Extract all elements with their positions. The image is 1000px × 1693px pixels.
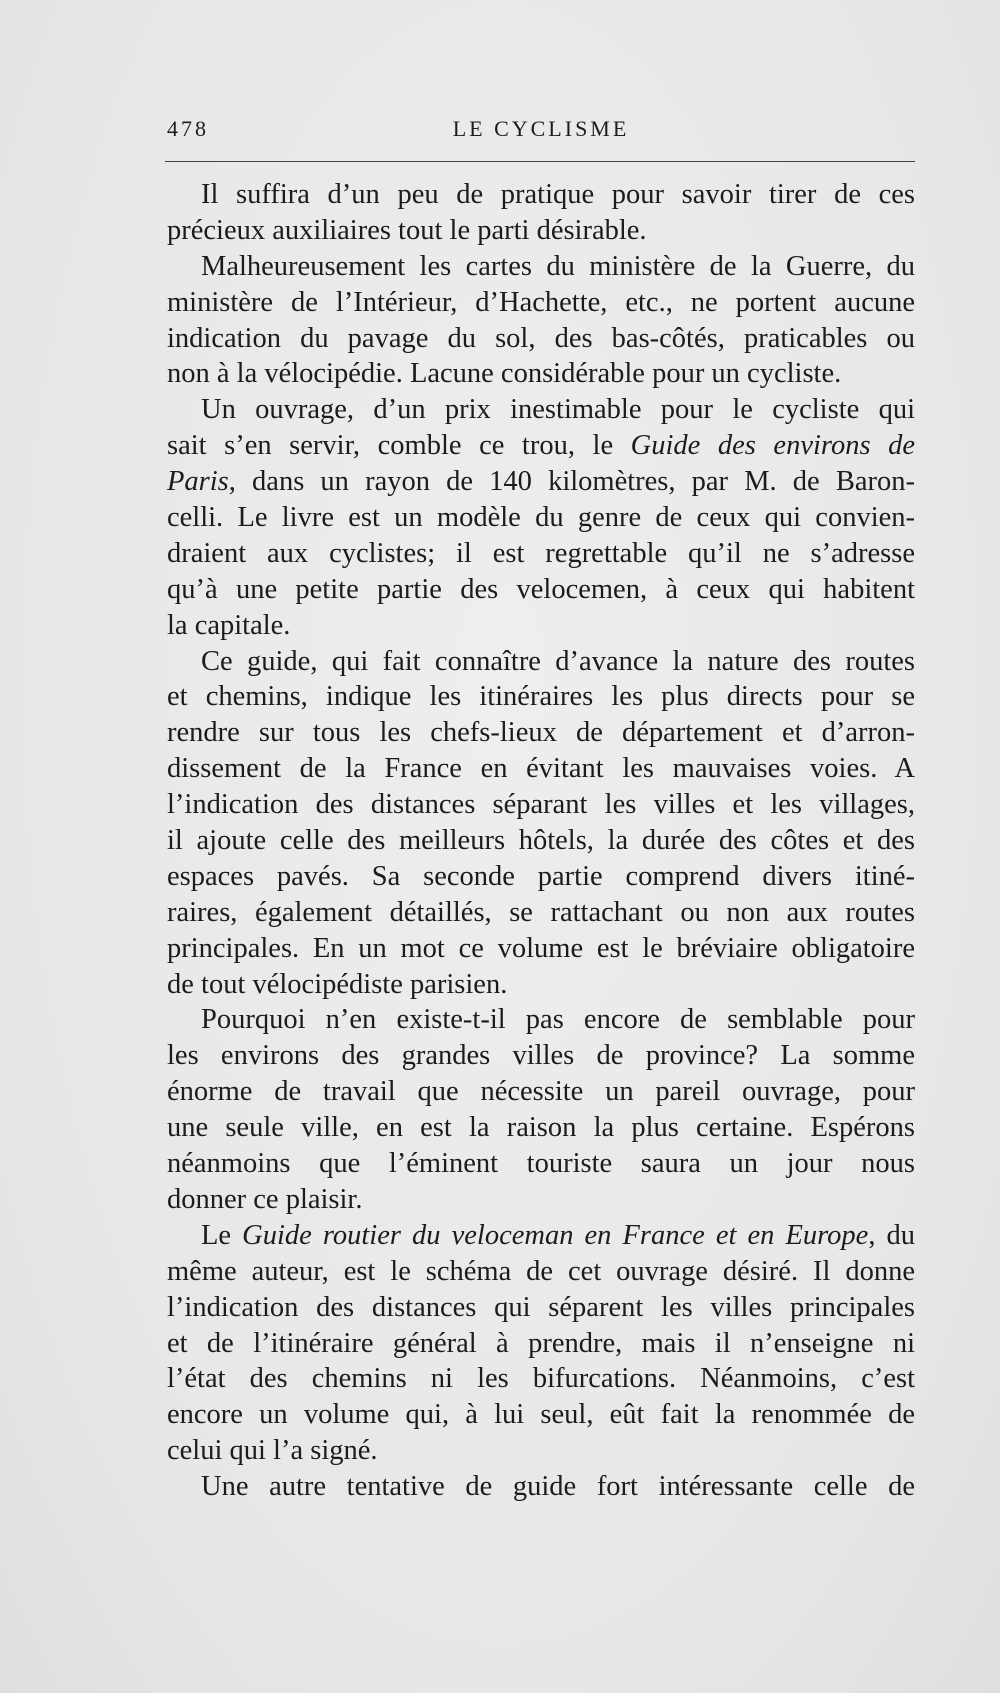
text-segment: draient aux cyclistes; il est regrettable qu’il ne s’adresse [167,537,915,569]
text-segment: néanmoins que l’éminent touriste saura un jour nous [167,1148,915,1180]
text-line [167,1146,915,1182]
italic-title: Paris [167,466,229,498]
text-segment: énorme de travail que nécessite un pareil ouvrage, pour [167,1076,915,1108]
text-segment: et de l’itinéraire général à prendre, mais il n’enseigne ni [167,1327,915,1359]
text-line [167,608,915,644]
text-segment: dissement de la France en évitant les mauvaises voies. A [167,753,915,785]
text-line [167,464,915,500]
text-line [167,644,915,680]
text-line [167,1469,915,1505]
text-segment: ministère de l’Intérieur, d’Hachette, etc., ne portent aucune [167,286,915,318]
text-line [167,1361,915,1397]
text-segment: donner ce plaisir. [167,1183,363,1215]
text-line [167,213,915,249]
text-line [167,321,915,357]
text-segment: précieux auxiliaires tout le parti désirable. [167,214,647,246]
text-segment: non à la vélocipédie. Lacune considérable pour un cycliste. [167,358,842,390]
text-line [167,1326,915,1362]
text-line [167,249,915,285]
text-line [167,931,915,967]
text-line [167,715,915,751]
page-header [167,116,915,146]
text-line [167,1397,915,1433]
text-line [167,1433,915,1469]
body-text [167,177,915,1505]
text-segment: , du [868,1219,916,1251]
text-line [167,859,915,895]
text-line [167,679,915,715]
text-segment: l’état des chemins ni les bifurcations. Néanmoins, c’est [167,1363,915,1395]
text-line [167,1038,915,1074]
text-segment: qu’à une petite partie des velocemen, à ceux qui habitent [167,573,915,605]
text-segment: l’indication des distances séparant les villes et les villages, [167,789,915,821]
text-line [167,1074,915,1110]
text-line [167,177,915,213]
text-line [167,1110,915,1146]
text-segment: Le [201,1219,243,1251]
text-line [167,967,915,1003]
text-segment: l’indication des distances qui séparent les villes principales [167,1291,915,1323]
text-line [167,1002,915,1038]
text-line [167,1182,915,1218]
text-segment: une seule ville, en est la raison la plus certaine. Espérons [167,1112,915,1144]
text-line [167,787,915,823]
text-line [167,1218,915,1254]
text-line [167,428,915,464]
text-segment: il ajoute celle des meilleurs hôtels, la durée des côtes et des [167,825,915,857]
text-segment: celui qui l’a signé. [167,1435,378,1467]
text-segment: Il suffira d’un peu de pratique pour savoir tirer de ces [201,179,915,210]
text-segment: même auteur, est le schéma de cet ouvrage désiré. Il donne [167,1255,915,1287]
text-segment: Un ouvrage, d’un prix inestimable pour le cycliste qui [201,394,915,426]
text-segment: celli. Le livre est un modèle du genre de ceux qui convien- [167,502,915,534]
text-segment: indication du pavage du sol, des bas-côtés, praticables ou [167,322,915,354]
text-segment: principales. En un mot ce volume est le bréviaire obligatoire [167,932,915,964]
italic-title: Guide routier du veloceman en France et en Europe [242,1219,869,1251]
text-segment: Ce guide, qui fait connaître d’avance la nature des routes [201,645,915,677]
text-segment: les environs des grandes villes de province? La somme [167,1040,915,1072]
text-segment: encore un volume qui, à lui seul, eût fait la renommée de [167,1399,915,1431]
text-segment: et chemins, indique les itinéraires les plus directs pour se [167,681,915,713]
text-segment: , dans un rayon de 140 kilomètres, par M. de Baron- [228,466,915,498]
text-line [167,895,915,931]
text-segment: Pourquoi n’en existe-t-il pas encore de semblable pour [201,1004,915,1036]
header-rule [165,161,915,162]
text-segment: Une autre tentative de guide fort intéressante celle de [201,1471,915,1503]
text-line [167,500,915,536]
text-line [167,356,915,392]
text-segment: de tout vélocipédiste parisien. [167,968,508,1000]
page-number: 478 [167,116,209,141]
text-line [167,1290,915,1326]
text-segment: Malheureusement les cartes du ministère de la Guerre, du [201,250,915,282]
text-line [167,751,915,787]
text-segment: sait s’en servir, comble ce trou, le [167,430,631,462]
text-segment: espaces pavés. Sa seconde partie comprend divers itiné- [167,860,915,892]
text-line [167,285,915,321]
italic-title: Guide des environs de [630,430,915,462]
text-line [167,1254,915,1290]
text-line [167,536,915,572]
text-segment: rendre sur tous les chefs-lieux de département et d’arron- [167,717,915,749]
text-segment: la capitale. [167,609,291,641]
text-line [167,572,915,608]
text-line [167,823,915,859]
running-title: LE CYCLISME [452,116,630,141]
text-segment: raires, également détaillés, se rattachant ou non aux routes [167,896,915,928]
text-line [167,392,915,428]
